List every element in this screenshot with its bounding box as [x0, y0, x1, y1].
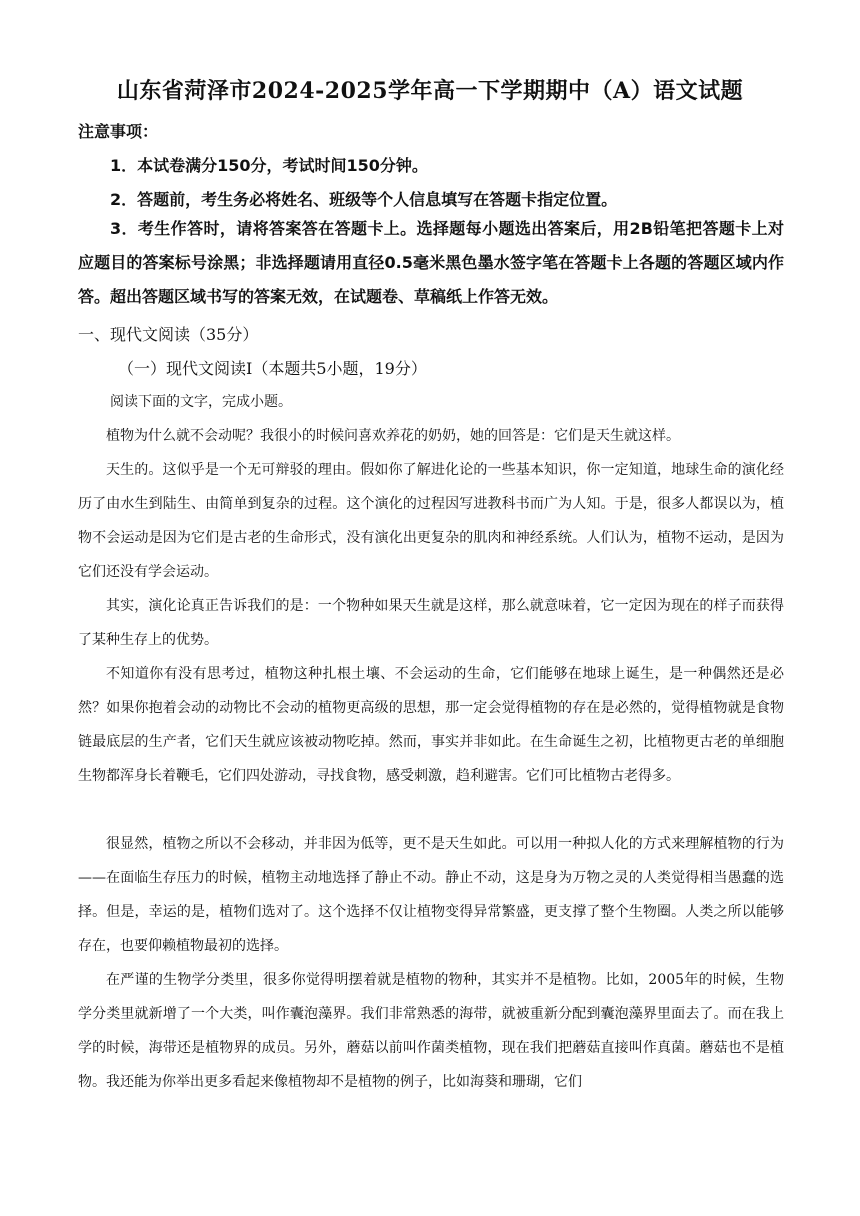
notice-item-2: 2．答题前，考生务必将姓名、班级等个人信息填写在答题卡指定位置。	[110, 190, 618, 209]
passage-paragraph-6: 在严谨的生物学分类里，很多你觉得明摆着就是植物的物种，其实并不是植物。比如，2005年的时候，生物学分类里就新增了一个大类，叫作囊泡藻界。我们非常熟悉的海带，就被重新分配到囊泡藻界里面去了。而在我上学的时候，海带还是植物界的成员。另外，蘑菇以前叫作菌类植物，现在我们把蘑菇直接叫作真菌。蘑菇也不是植物。我还能为你举出更多看起来像植物却不是植物的例子，比如海葵和珊瑚，它们	[78, 972, 784, 1090]
section-heading: 一、现代文阅读（35分）	[78, 325, 259, 344]
notice-item-1: 1．本试卷满分150分，考试时间150分钟。	[110, 156, 428, 175]
passage-paragraph-1: 植物为什么就不会动呢？我很小的时候问喜欢养花的奶奶，她的回答是：它们是天生就这样。	[106, 428, 680, 444]
passage-paragraph-4: 不知道你有没有思考过，植物这种扎根土壤、不会运动的生命，它们能够在地球上诞生，是一种偶然还是必然？如果你抱着会动的动物比不会动的植物更高级的思想，那一定会觉得植物的存在是必然的，觉得植物就是食物链最底层的生产者，它们天生就应该被动物吃掉。然而，事实并非如此。在生命诞生之初，比植物更古老的单细胞生物都浑身长着鞭毛，它们四处游动，寻找食物，感受刺激，趋利避害。它们可比植物古老得多。	[78, 666, 784, 784]
reading-instruction: 阅读下面的文字，完成小题。	[110, 394, 292, 410]
passage-paragraph-3: 其实，演化论真正告诉我们的是：一个物种如果天生就是这样，那么就意味着，它一定因为现在的样子而获得了某种生存上的优势。	[78, 598, 784, 648]
notice-heading: 注意事项：	[78, 122, 159, 141]
notice-item-3: 3．考生作答时，请将答案答在答题卡上。选择题每小题选出答案后，用2B铅笔把答题卡上对应题目的答案标号涂黑；非选择题请用直径0.5毫米黑色墨水签字笔在答题卡上各题的答题区域内作答。超出答题区域书写的答案无效，在试题卷、草稿纸上作答无效。	[78, 219, 784, 306]
passage-paragraph-5: 很显然，植物之所以不会移动，并非因为低等，更不是天生如此。可以用一种拟人化的方式来理解植物的行为——在面临生存压力的时候，植物主动地选择了静止不动。静止不动，这是身为万物之灵的人类觉得相当愚蠢的选择。但是，幸运的是，植物们选对了。这个选择不仅让植物变得异常繁盛，更支撑了整个生物圈。人类之所以能够存在，也要仰赖植物最初的选择。	[78, 836, 784, 954]
subsection-heading: （一）现代文阅读Ⅰ（本题共5小题，19分）	[118, 359, 427, 378]
passage-paragraph-2: 天生的。这似乎是一个无可辩驳的理由。假如你了解进化论的一些基本知识，你一定知道，地球生命的演化经历了由水生到陆生、由简单到复杂的过程。这个演化的过程因写进教科书而广为人知。于是，很多人都误以为，植物不会运动是因为它们是古老的生命形式，没有演化出更复杂的肌肉和神经系统。人们认为，植物不运动，是因为它们还没有学会运动。	[78, 462, 784, 580]
document-title: 山东省菏泽市2024-2025学年高一下学期期中（A）语文试题	[116, 78, 744, 104]
